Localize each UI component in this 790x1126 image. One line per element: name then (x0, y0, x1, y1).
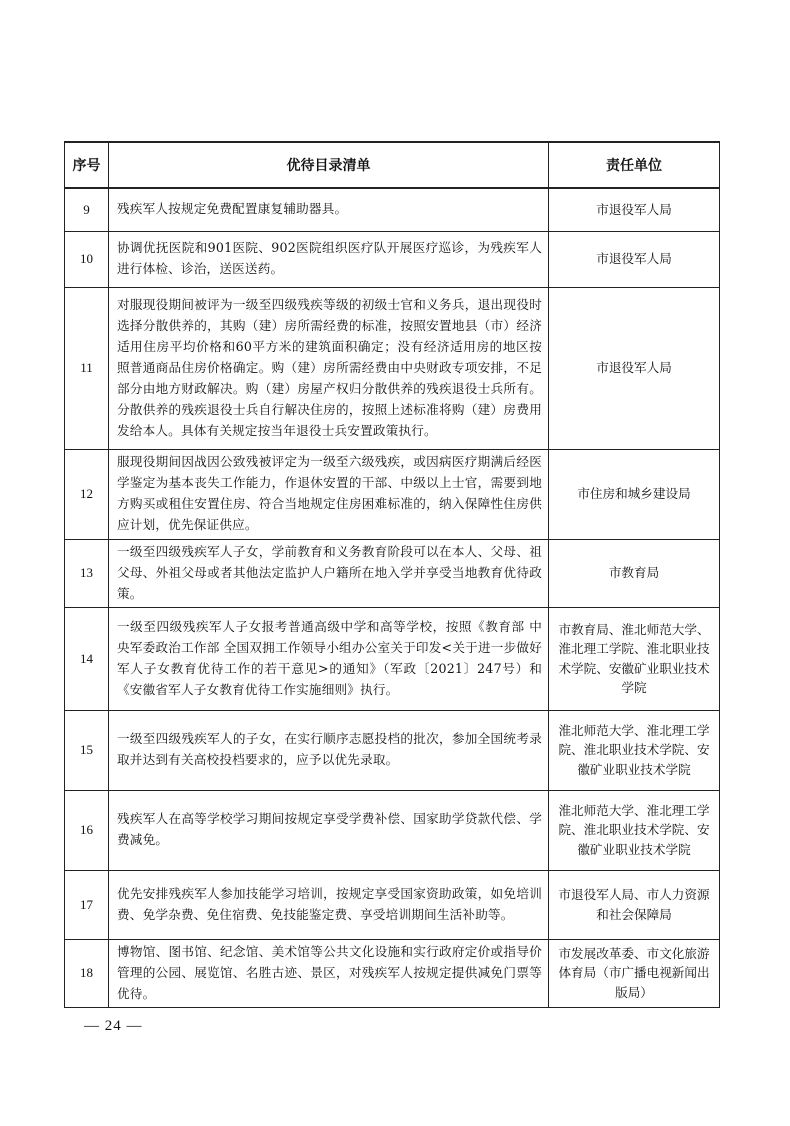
row-number: 10 (65, 231, 109, 287)
table-row (65, 188, 720, 231)
privilege-list-table (64, 141, 720, 1008)
row-number: 15 (65, 710, 109, 790)
row-content: 博物馆、图书馆、纪念馆、美术馆等公共文化设施和实行政府定价或指导价管理的公园、展览馆、名胜古迹、景区，对残疾军人按规定提供减免门票等优待。 (109, 939, 549, 1007)
row-content: 优先安排残疾军人参加技能学习培训，按规定享受国家资助政策，如免培训费、免学杂费、免住宿费、免技能鉴定费、享受培训期间生活补助等。 (109, 870, 549, 939)
row-number: 16 (65, 790, 109, 870)
row-unit: 市退役军人局、市人力资源和社会保障局 (549, 870, 720, 939)
header-privilege-list: 优待目录清单 (109, 142, 549, 188)
page-number: — 24 — (84, 1018, 143, 1034)
row-unit: 市发展改革委、市文化旅游体育局（市广播电视新闻出版局） (549, 939, 720, 1007)
table-row (65, 287, 720, 449)
table-row (65, 449, 720, 539)
row-content: 服现役期间因战因公致残被评定为一级至六级残疾，或因病医疗期满后经医学鉴定为基本丧失工作能力，作退休安置的干部、中级以上士官，需要到地方购买或租住安置住房、符合当地规定住房困难标准的，纳入保障性住房供应计划，优先保证供应。 (109, 449, 549, 539)
row-content: 协调优抚医院和901医院、902医院组织医疗队开展医疗巡诊，为残疾军人进行体检、诊治，送医送药。 (109, 231, 549, 287)
row-content: 残疾军人按规定免费配置康复辅助器具。 (109, 188, 549, 231)
row-content: 一级至四级残疾军人子女，学前教育和义务教育阶段可以在本人、父母、祖父母、外祖父母或者其他法定监护人户籍所在地入学并享受当地教育优待政策。 (109, 539, 549, 607)
row-number: 11 (65, 287, 109, 449)
row-number: 12 (65, 449, 109, 539)
row-number: 14 (65, 607, 109, 710)
row-unit: 市教育局 (549, 539, 720, 607)
row-unit: 市住房和城乡建设局 (549, 449, 720, 539)
row-unit: 市教育局、淮北师范大学、淮北理工学院、淮北职业技术学院、安徽矿业职业技术学院 (549, 607, 720, 710)
table-row (65, 790, 720, 870)
table-row (65, 231, 720, 287)
row-number: 9 (65, 188, 109, 231)
row-number: 17 (65, 870, 109, 939)
row-number: 13 (65, 539, 109, 607)
row-unit: 市退役军人局 (549, 231, 720, 287)
row-unit: 淮北师范大学、淮北理工学院、淮北职业技术学院、安徽矿业职业技术学院 (549, 710, 720, 790)
table-row (65, 539, 720, 607)
table-row (65, 607, 720, 710)
table-row (65, 710, 720, 790)
row-unit: 淮北师范大学、淮北理工学院、淮北职业技术学院、安徽矿业职业技术学院 (549, 790, 720, 870)
row-unit: 市退役军人局 (549, 287, 720, 449)
table-row (65, 870, 720, 939)
table-header-row (65, 142, 720, 188)
header-serial-number: 序号 (65, 142, 109, 188)
table-row (65, 939, 720, 1007)
row-number: 18 (65, 939, 109, 1007)
row-content: 对服现役期间被评为一级至四级残疾等级的初级士官和义务兵，退出现役时选择分散供养的，其购（建）房所需经费的标准，按照安置地县（市）经济适用住房平均价格和60平方米的建筑面积确定；没有经济适用房的地区按照普通商品住房价格确定。购（建）房所需经费由中央财政专项安排，不足部分由地方财政解决。购（建）房屋产权归分散供养的残疾退役士兵所有。分散供养的残疾退役士兵自行解决住房的，按照上述标准将购（建）房费用发给本人。具体有关规定按当年退役士兵安置政策执行。 (109, 287, 549, 449)
header-responsible-unit: 责任单位 (549, 142, 720, 188)
row-content: 残疾军人在高等学校学习期间按规定享受学费补偿、国家助学贷款代偿、学费减免。 (109, 790, 549, 870)
row-unit: 市退役军人局 (549, 188, 720, 231)
row-content: 一级至四级残疾军人的子女，在实行顺序志愿投档的批次，参加全国统考录取并达到有关高校投档要求的，应予以优先录取。 (109, 710, 549, 790)
row-content: 一级至四级残疾军人子女报考普通高级中学和高等学校，按照《教育部 中央军委政治工作部 全国双拥工作领导小组办公室关于印发<关于进一步做好军人子女教育优待工作的若干意见>的通知》（军政〔2021〕247号）和《安徽省军人子女教育优待工作实施细则》执行。 (109, 607, 549, 710)
